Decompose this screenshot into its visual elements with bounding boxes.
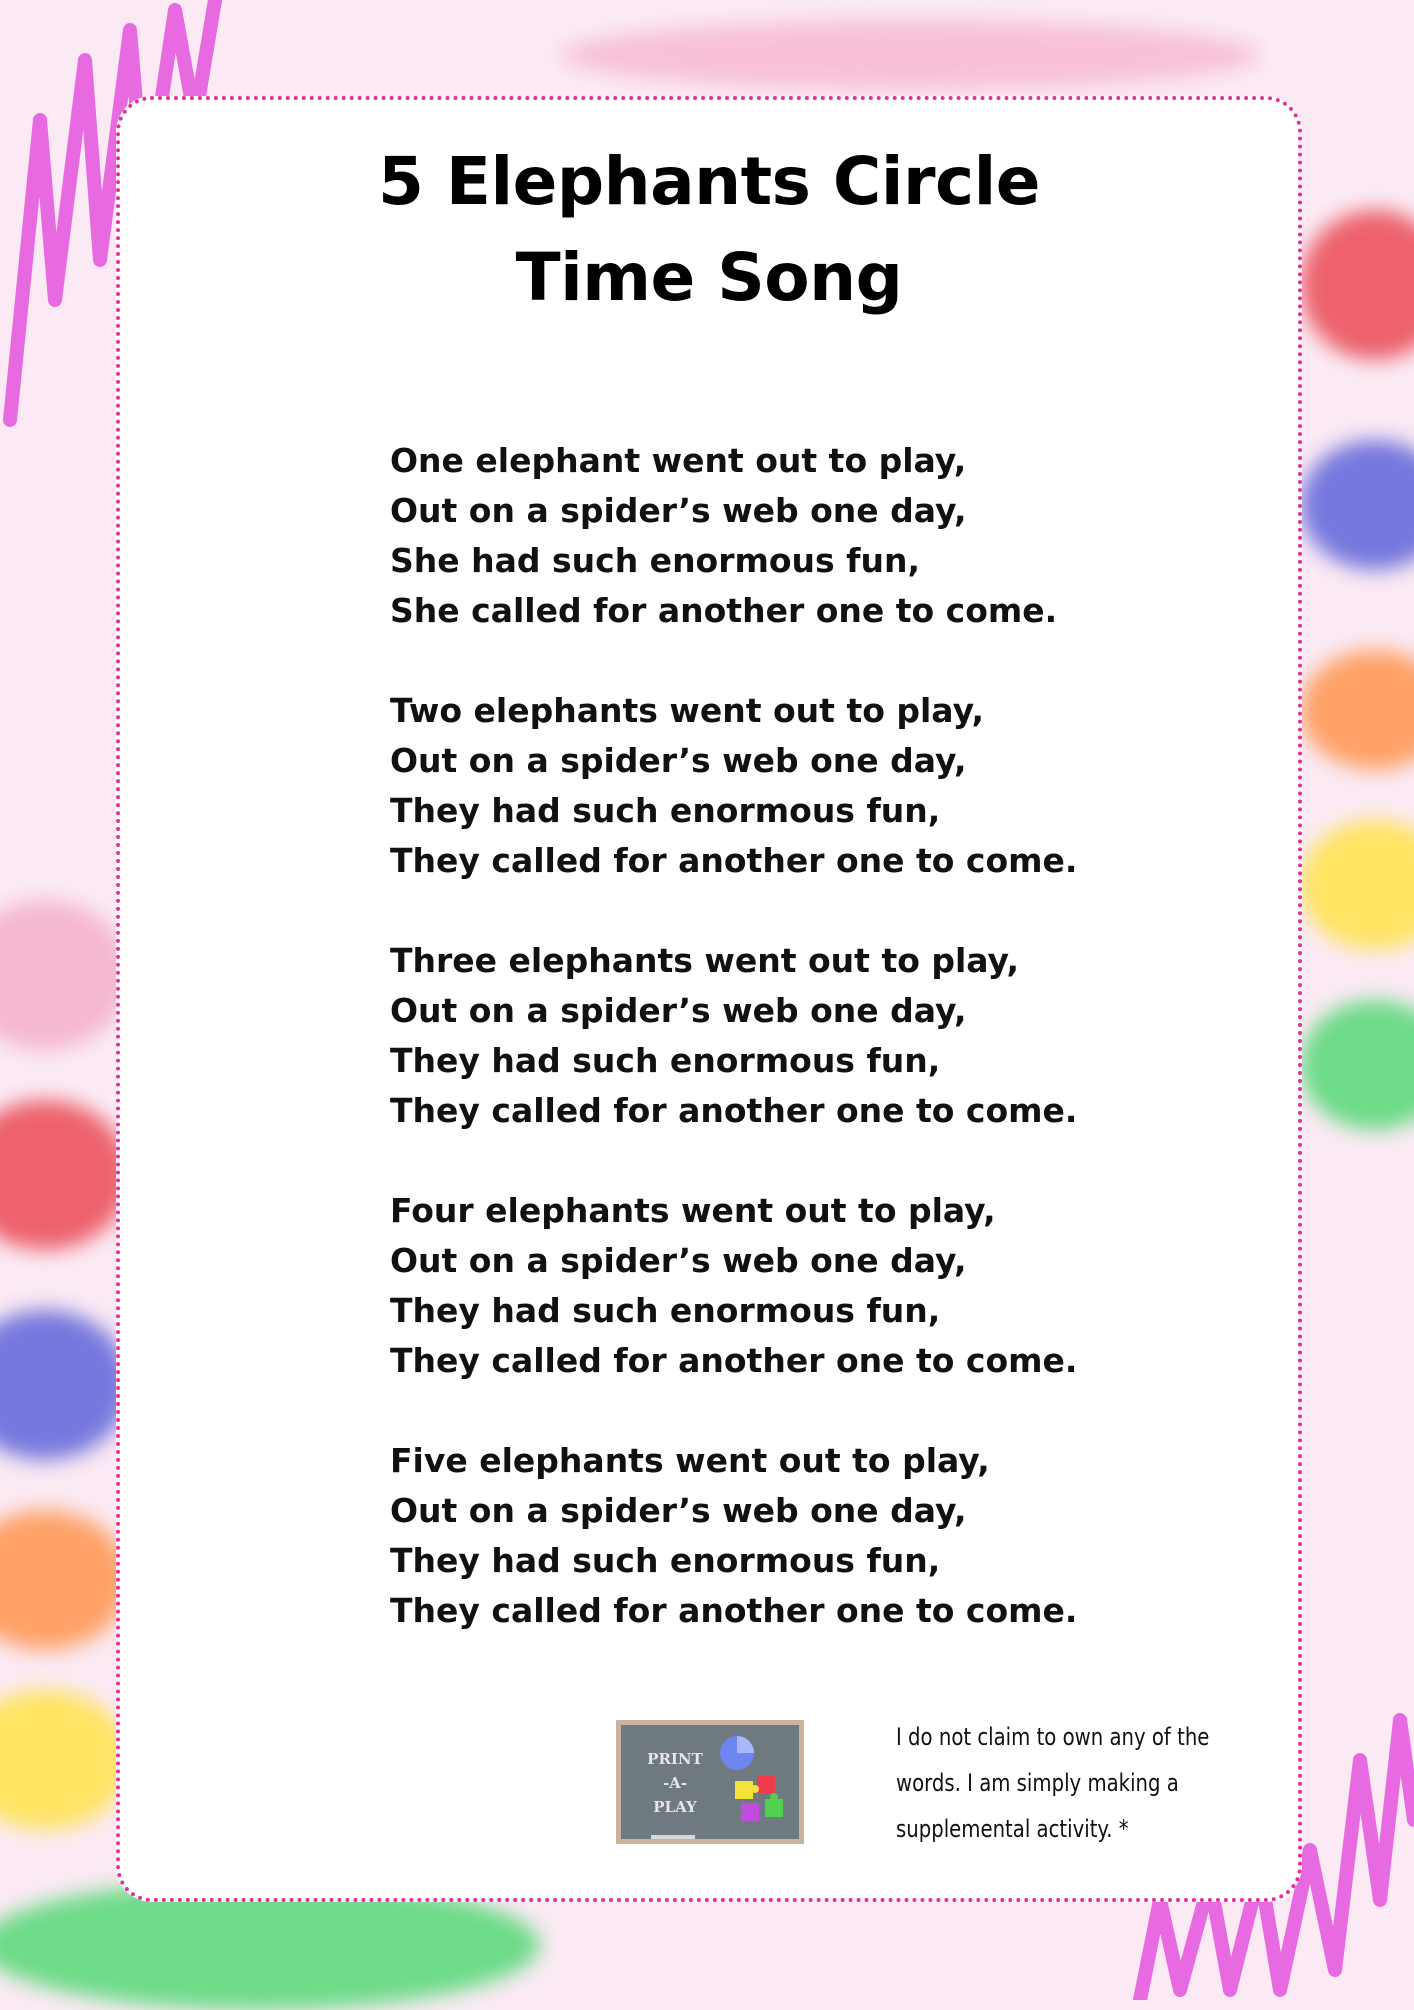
verse xyxy=(390,936,1150,1136)
lyric-line: Three elephants went out to play, xyxy=(390,941,1020,980)
logo-base xyxy=(651,1835,695,1839)
watercolor-pink-top xyxy=(560,20,1260,90)
watercolor-orange-left xyxy=(0,1510,130,1650)
lyric-line: They called for another one to come. xyxy=(390,1091,1078,1130)
song-card xyxy=(116,96,1302,1902)
lyric-line: She had such enormous fun, xyxy=(390,541,921,580)
logo-line: -A- xyxy=(662,1774,688,1792)
logo-line: PLAY xyxy=(653,1798,697,1816)
print-a-play-logo xyxy=(616,1720,804,1844)
watercolor-blue-left xyxy=(0,1310,130,1460)
lyric-line: She called for another one to come. xyxy=(390,591,1058,630)
lyric-line: They had such enormous fun, xyxy=(390,1291,941,1330)
verse xyxy=(390,686,1150,886)
disclaimer-line: I do not claim to own any of the xyxy=(896,1723,1210,1751)
verse xyxy=(390,1436,1150,1636)
disclaimer xyxy=(896,1714,1208,1852)
watercolor-green-right xyxy=(1300,1000,1414,1130)
watercolor-pink-left xyxy=(0,900,130,1050)
lyric-line: They called for another one to come. xyxy=(390,1591,1078,1630)
lyric-line: Out on a spider’s web one day, xyxy=(390,491,967,530)
lyric-line: Four elephants went out to play, xyxy=(390,1191,996,1230)
lyric-line: Out on a spider’s web one day, xyxy=(390,741,967,780)
lyric-line: Two elephants went out to play, xyxy=(390,691,985,730)
lyric-line: Out on a spider’s web one day, xyxy=(390,1241,967,1280)
lyric-line: They called for another one to come. xyxy=(390,841,1078,880)
disclaimer-line: words. I am simply making a xyxy=(896,1769,1179,1797)
watercolor-red-right xyxy=(1300,210,1414,360)
lyric-line: Out on a spider’s web one day, xyxy=(390,1491,967,1530)
lyrics xyxy=(390,436,1150,1686)
verse xyxy=(390,1186,1150,1386)
logo-text xyxy=(635,1747,715,1819)
title-line: Time Song xyxy=(515,239,903,316)
lyric-line: One elephant went out to play, xyxy=(390,441,967,480)
puzzle-icon xyxy=(731,1773,795,1833)
watercolor-yellow-left xyxy=(0,1690,130,1830)
page-title xyxy=(120,134,1298,326)
watercolor-blue-right xyxy=(1300,440,1414,570)
title-line: 5 Elephants Circle xyxy=(377,143,1041,220)
lyric-line: They had such enormous fun, xyxy=(390,1041,941,1080)
ball-icon xyxy=(717,1733,757,1773)
watercolor-yellow-right xyxy=(1300,820,1414,950)
watercolor-orange-right xyxy=(1300,650,1414,770)
lyric-line: They called for another one to come. xyxy=(390,1341,1078,1380)
logo-line: PRINT xyxy=(647,1750,703,1768)
lyric-line: Out on a spider’s web one day, xyxy=(390,991,967,1030)
verse xyxy=(390,436,1150,636)
disclaimer-line: supplemental activity. * xyxy=(896,1815,1129,1843)
lyric-line: Five elephants went out to play, xyxy=(390,1441,990,1480)
lyric-line: They had such enormous fun, xyxy=(390,791,941,830)
watercolor-red-left xyxy=(0,1100,130,1250)
lyric-line: They had such enormous fun, xyxy=(390,1541,941,1580)
